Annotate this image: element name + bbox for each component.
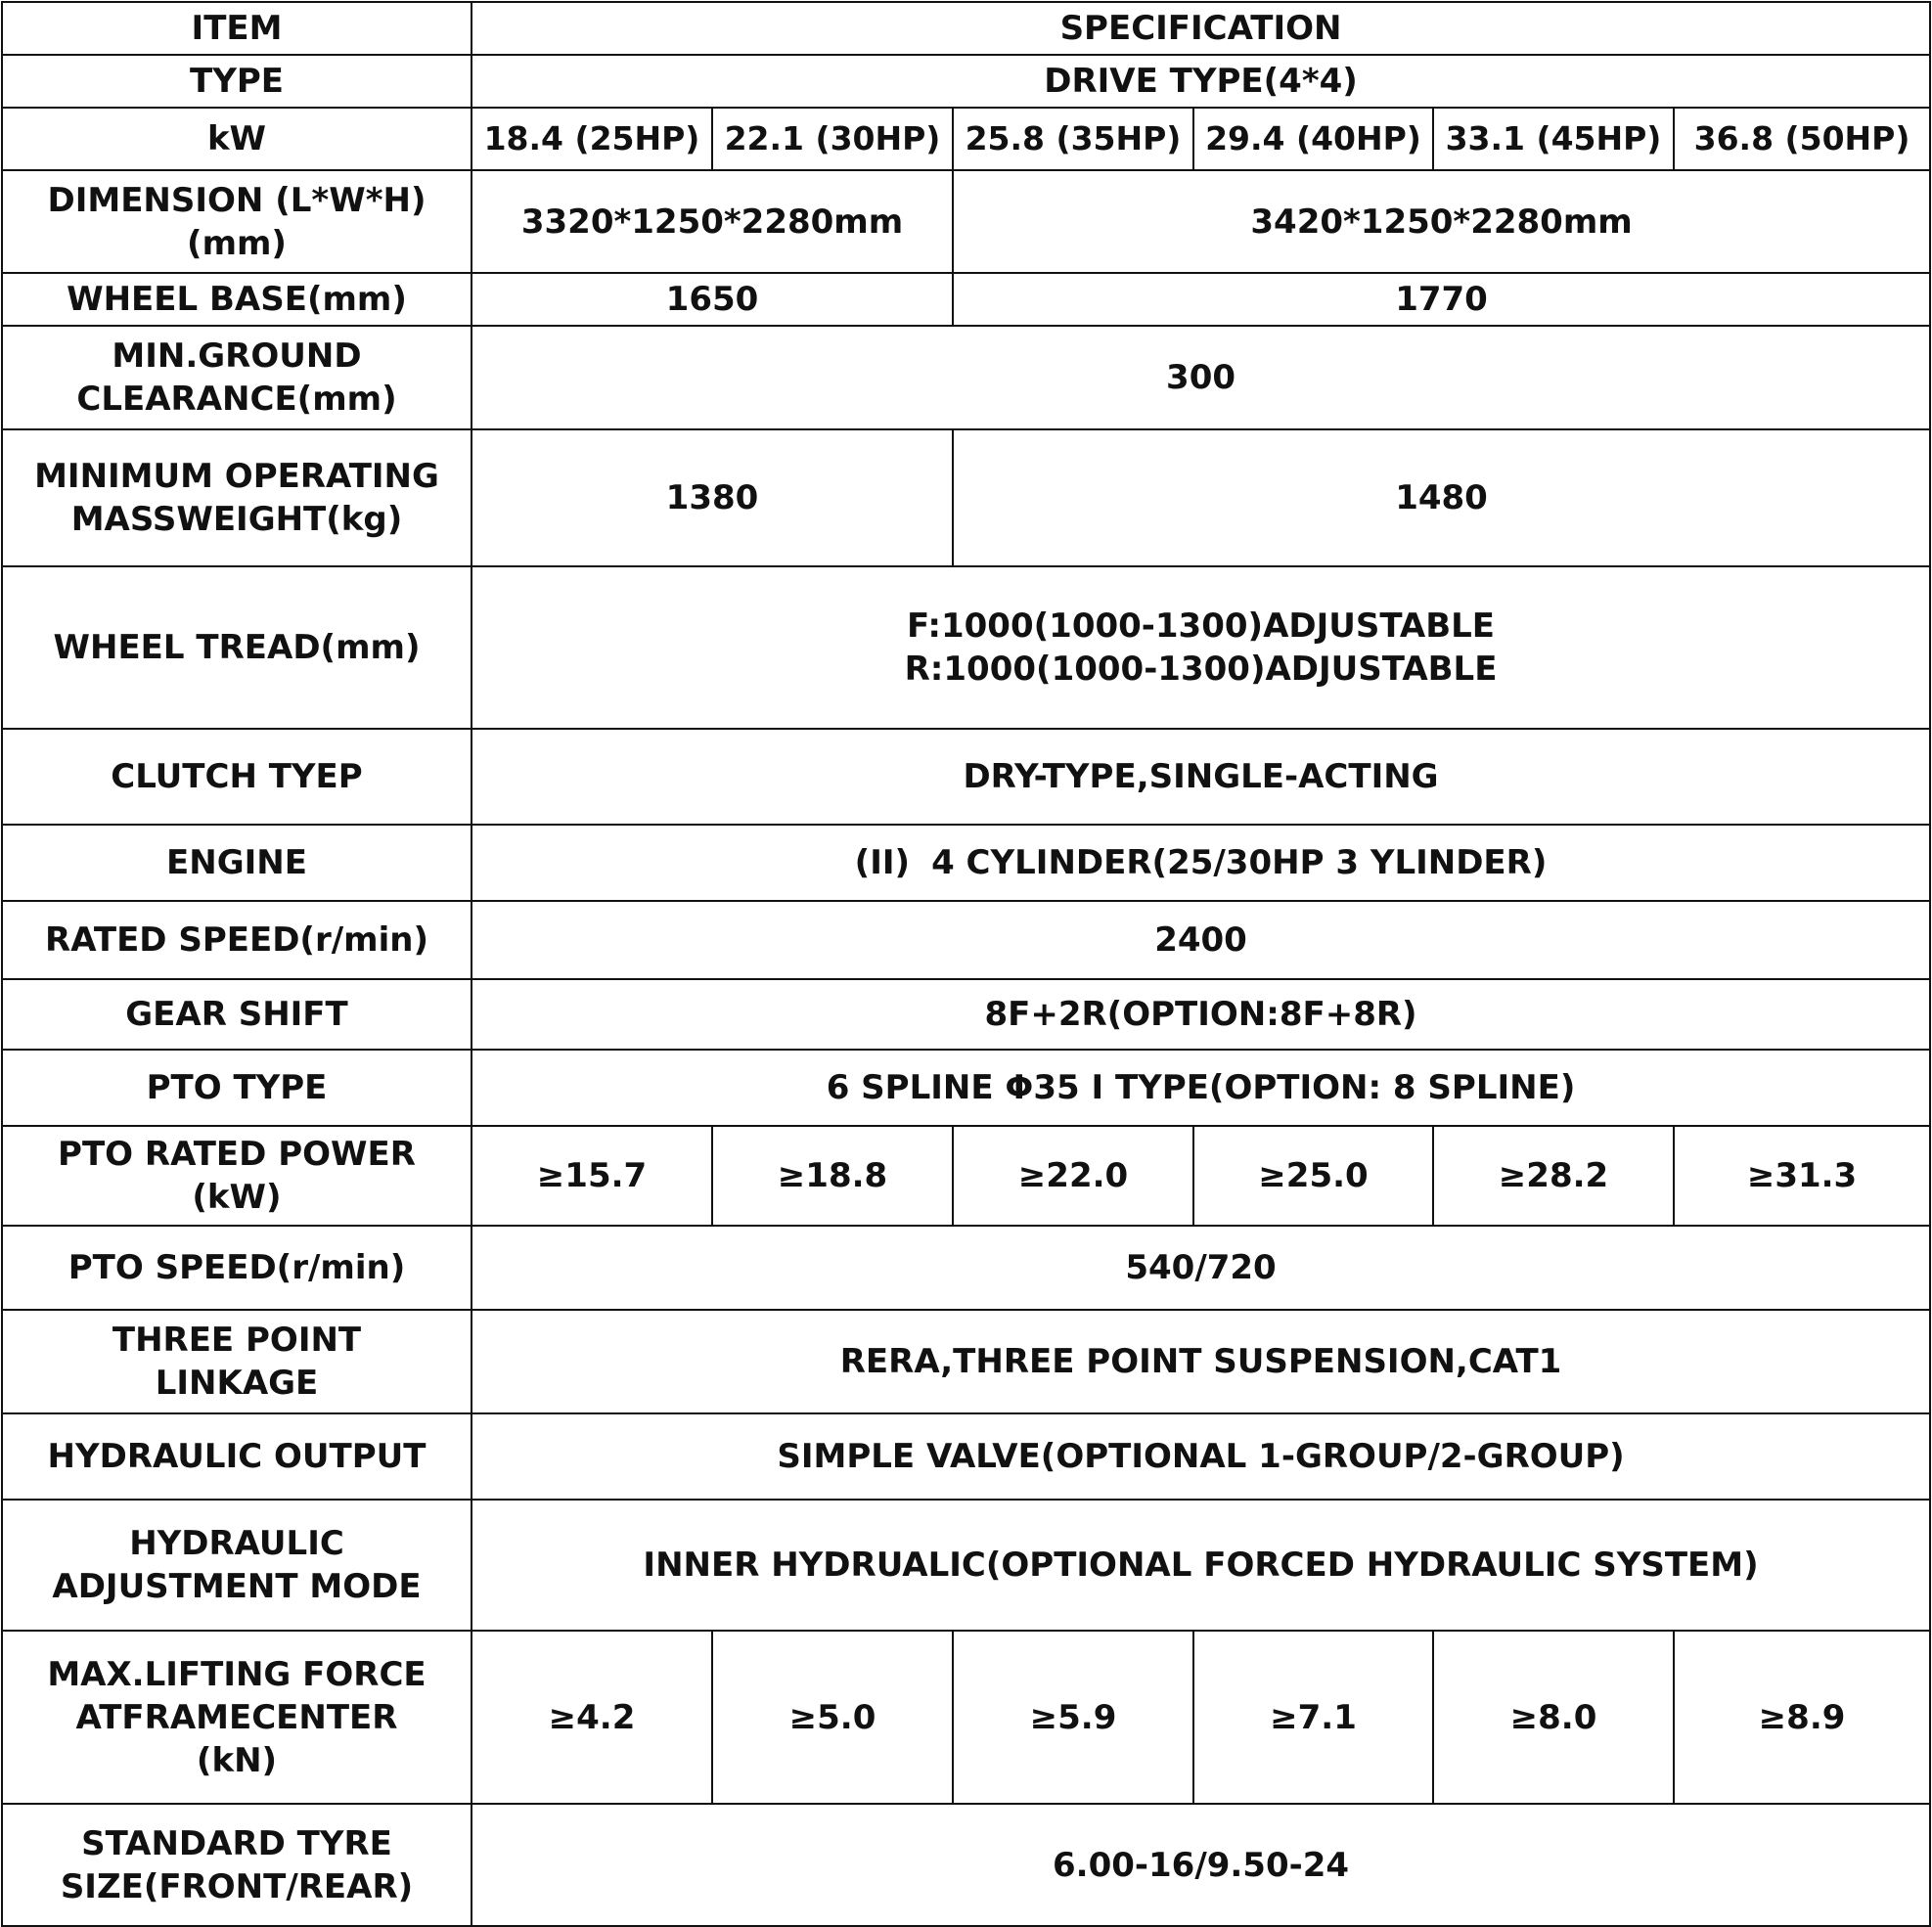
lifting-force-value: ≥5.0 — [712, 1631, 953, 1804]
linkage-label — [2, 1310, 472, 1413]
dimension-value-small: 3320*1250*2280mm — [472, 170, 953, 273]
type-label: TYPE — [2, 55, 472, 108]
lifting-force-label-line: MAX.LIFTING FORCE — [47, 1654, 427, 1694]
pto-power-value: ≥18.8 — [712, 1126, 953, 1226]
operating-mass-value-large: 1480 — [953, 429, 1930, 566]
pto-type-value: 6 SPLINE Φ35 I TYPE(OPTION: 8 SPLINE) — [472, 1050, 1930, 1126]
dimension-label-line: DIMENSION (L*W*H) — [47, 180, 427, 220]
pto-power-value: ≥25.0 — [1193, 1126, 1433, 1226]
kw-model: 18.4 (25HP) — [472, 108, 712, 170]
type-row — [2, 55, 1930, 108]
ground-clearance-label-line: CLEARANCE(mm) — [76, 380, 397, 419]
pto-power-label-line: PTO RATED POWER — [58, 1135, 416, 1174]
pto-speed-value: 540/720 — [472, 1226, 1930, 1310]
wheel-base-label: WHEEL BASE(mm) — [2, 273, 472, 326]
kw-label: kW — [2, 108, 472, 170]
ground-clearance-label — [2, 326, 472, 429]
pto-power-value: ≥15.7 — [472, 1126, 712, 1226]
hydraulic-mode-label-line: ADJUSTMENT MODE — [52, 1567, 422, 1606]
hydraulic-mode-label-line: HYDRAULIC — [129, 1524, 344, 1563]
wheel-tread-front: F:1000(1000-1300)ADJUSTABLE — [907, 606, 1496, 646]
linkage-row — [2, 1310, 1930, 1413]
header-row — [2, 2, 1930, 55]
lifting-force-row — [2, 1631, 1930, 1804]
dimension-value-large: 3420*1250*2280mm — [953, 170, 1930, 273]
lifting-force-value: ≥7.1 — [1193, 1631, 1433, 1804]
clutch-label: CLUTCH TYEP — [2, 729, 472, 825]
ground-clearance-label-line: MIN.GROUND — [112, 336, 362, 376]
specification-header: SPECIFICATION — [472, 2, 1930, 55]
operating-mass-label-line: MASSWEIGHT(kg) — [70, 500, 403, 539]
wheel-base-value-small: 1650 — [472, 273, 953, 326]
lifting-force-value: ≥8.0 — [1433, 1631, 1674, 1804]
lifting-force-value: ≥8.9 — [1674, 1631, 1930, 1804]
gear-shift-label: GEAR SHIFT — [2, 979, 472, 1050]
pto-power-value: ≥28.2 — [1433, 1126, 1674, 1226]
rated-speed-value: 2400 — [472, 901, 1930, 979]
linkage-label-line: THREE POINT — [112, 1321, 362, 1360]
tyre-row — [2, 1804, 1930, 1926]
lifting-force-label-line: (kN) — [196, 1740, 278, 1780]
engine-label: ENGINE — [2, 825, 472, 901]
specification-table — [1, 1, 1931, 1927]
engine-value — [472, 825, 1930, 901]
kw-model: 29.4 (40HP) — [1193, 108, 1433, 170]
kw-row — [2, 108, 1930, 170]
dimension-row — [2, 170, 1930, 273]
clutch-value: DRY-TYPE,SINGLE-ACTING — [472, 729, 1930, 825]
clutch-row — [2, 729, 1930, 825]
operating-mass-label — [2, 429, 472, 566]
tyre-value: 6.00-16/9.50-24 — [472, 1804, 1930, 1926]
type-value: DRIVE TYPE(4*4) — [472, 55, 1930, 108]
linkage-value: RERA,THREE POINT SUSPENSION,CAT1 — [472, 1310, 1930, 1413]
pto-power-value: ≥31.3 — [1674, 1126, 1930, 1226]
pto-power-row — [2, 1126, 1930, 1226]
pto-power-label — [2, 1126, 472, 1226]
operating-mass-label-line: MINIMUM OPERATING — [34, 457, 439, 496]
dimension-label — [2, 170, 472, 273]
lifting-force-value: ≥5.9 — [953, 1631, 1193, 1804]
item-header: ITEM — [2, 2, 472, 55]
wheel-tread-label: WHEEL TREAD(mm) — [2, 566, 472, 729]
gear-shift-row — [2, 979, 1930, 1050]
lifting-force-label-line: ATFRAMECENTER — [75, 1697, 398, 1737]
tyre-label — [2, 1804, 472, 1926]
kw-model: 33.1 (45HP) — [1433, 108, 1674, 170]
dimension-label-line: (mm) — [187, 223, 287, 263]
pto-power-value: ≥22.0 — [953, 1126, 1193, 1226]
hydraulic-output-label: HYDRAULIC OUTPUT — [2, 1413, 472, 1500]
pto-speed-row — [2, 1226, 1930, 1310]
wheel-base-value-large: 1770 — [953, 273, 1930, 326]
operating-mass-value-small: 1380 — [472, 429, 953, 566]
pto-speed-label: PTO SPEED(r/min) — [2, 1226, 472, 1310]
hydraulic-mode-value: INNER HYDRUALIC(OPTIONAL FORCED HYDRAULIC SYSTEM) — [472, 1500, 1930, 1631]
tyre-label-line: STANDARD TYRE — [81, 1823, 392, 1863]
hydraulic-mode-row — [2, 1500, 1930, 1631]
pto-type-row — [2, 1050, 1930, 1126]
hydraulic-output-row — [2, 1413, 1930, 1500]
engine-description: 4 CYLINDER(25/30HP 3 YLINDER) — [931, 843, 1548, 882]
kw-model: 25.8 (35HP) — [953, 108, 1193, 170]
rated-speed-label: RATED SPEED(r/min) — [2, 901, 472, 979]
ground-clearance-row — [2, 326, 1930, 429]
linkage-label-line: LINKAGE — [155, 1364, 319, 1403]
engine-row — [2, 825, 1930, 901]
wheel-tread-row — [2, 566, 1930, 729]
kw-model: 36.8 (50HP) — [1674, 108, 1930, 170]
wheel-tread-rear: R:1000(1000-1300)ADJUSTABLE — [904, 650, 1498, 689]
wheel-tread-value — [472, 566, 1930, 729]
engine-note: (II) — [854, 843, 911, 882]
wheel-base-row — [2, 273, 1930, 326]
ground-clearance-value: 300 — [472, 326, 1930, 429]
pto-power-label-line: (kW) — [192, 1178, 282, 1217]
gear-shift-value: 8F+2R(OPTION:8F+8R) — [472, 979, 1930, 1050]
hydraulic-output-value: SIMPLE VALVE(OPTIONAL 1-GROUP/2-GROUP) — [472, 1413, 1930, 1500]
pto-type-label: PTO TYPE — [2, 1050, 472, 1126]
tyre-label-line: SIZE(FRONT/REAR) — [60, 1866, 414, 1906]
lifting-force-value: ≥4.2 — [472, 1631, 712, 1804]
rated-speed-row — [2, 901, 1930, 979]
operating-mass-row — [2, 429, 1930, 566]
kw-model: 22.1 (30HP) — [712, 108, 953, 170]
lifting-force-label — [2, 1631, 472, 1804]
hydraulic-mode-label — [2, 1500, 472, 1631]
